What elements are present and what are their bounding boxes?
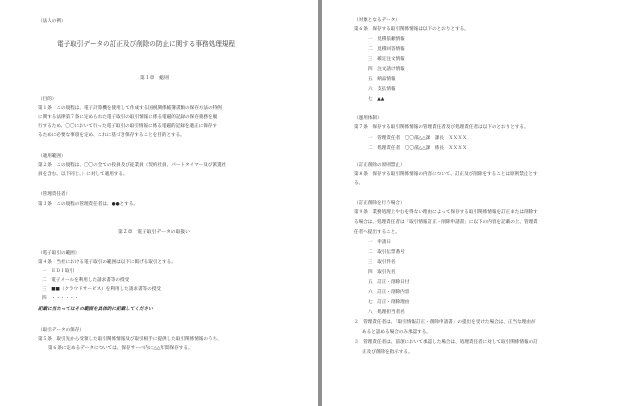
body-line: 第７条 保存する取引関係情報の管理責任者及び処理責任者は以下のとおりとする。 (354, 125, 529, 130)
list-item: 三 確定注文情報 (368, 57, 405, 62)
body-line: 行するため、〇〇において行った電子取引の取引情報に係る電磁的記録を適正に保存す (38, 124, 217, 129)
list-item: 七 ▲▲ (368, 97, 385, 102)
body-line: る場合は、処理責任者は「取引情報訂正・削除申請書」に以下の内容を記載の上、管理責 (354, 220, 538, 225)
section-heading: （取引データの保存） (38, 328, 84, 333)
list-item: 一 管理責任者 〇〇部△△課 課長 ＸＸＸＸ (368, 136, 467, 141)
body-line: 第８条 保存する取引関係情報の内容について、訂正及び削除をすることは原則禁止とす (354, 172, 538, 177)
list-item: 四 取引先名 (368, 270, 396, 275)
body-line: 第３条 この規程の管理責任者は、●●とする。 (38, 202, 138, 207)
list-item: 四 ・・・・・・ (42, 296, 79, 301)
list-item: 四 注文請け情報 (368, 67, 405, 72)
list-item: 八 処理担当者名 (368, 310, 405, 315)
list-item: 二 電子メールを利用した請求書等の授受 (42, 278, 130, 283)
body-line: 第６条に定めるデータについては、保存サーバ内に△△年間保存する。 (48, 346, 193, 351)
section-heading: （電子取引の範囲） (38, 251, 80, 256)
section-heading: （目的） (38, 97, 57, 102)
list-item: 二 見積回答情報 (368, 47, 405, 52)
list-item: 五 訂正・削除日付 (368, 280, 410, 285)
list-item: 一 ＥＤＩ取引 (42, 269, 75, 274)
list-item: 七 訂正・削除理由 (368, 300, 410, 305)
body-line: 第６条 保存する取引関係情報は以下のとおりとする。 (354, 27, 469, 32)
body-line: ２ 管理責任者は、「取引情報訂正・削除申請書」の提出を受けた場合は、正当な理由が (354, 320, 536, 325)
chapter-heading: 第２章 電子取引データの取扱い (118, 230, 190, 235)
instruction-note: 記載に当たってはその範囲を具体的に記載してください (38, 307, 153, 312)
body-line: 第５条 取引先から受領した取引関係情報及び取引相手に提供した取引関係情報のうち、 (38, 337, 222, 342)
body-line: ３ 管理責任者は、前項において承認した場合は、処理責任者に対して取引関係情報の訂 (354, 340, 538, 345)
document-page-right (322, 0, 640, 406)
section-heading: （運用体制） (354, 116, 382, 121)
chapter-heading: 第１章 総則 (140, 76, 169, 81)
body-line: 第２条 この規程は、〇〇の全ての役員及び従業員（契約社員、パートタイマー及び派遣社 (38, 163, 227, 168)
body-line: 員を含む。以下同じ。）に対して適用する。 (38, 172, 128, 177)
list-item: 二 処理責任者 〇〇部△△課 係長 ＸＸＸＸ (368, 146, 467, 151)
section-heading: （訂正削除を行う場合） (354, 201, 405, 206)
section-heading: （管理責任者） (38, 192, 71, 197)
list-item: 一 申請日 (368, 240, 391, 245)
body-line: る。 (354, 181, 364, 186)
body-line: 第９条 業務処理上やむを得ない理由によって保存する取引関係情報を訂正または削除す (354, 210, 538, 215)
body-line: あると認める場合のみ承認する。 (362, 330, 431, 335)
list-item: 二 取引伝票番号 (368, 250, 405, 255)
section-heading: （対象となるデータ） (354, 18, 400, 23)
list-item: 六 支払情報 (368, 87, 396, 92)
body-line: 任者へ提出すること。 (354, 230, 400, 235)
section-heading: （訂正削除の原則禁止） (354, 163, 405, 168)
list-item: 三 取引件名 (368, 260, 396, 265)
list-item: 三 ■■（クラウドサービス）を利用した請求書等の授受 (42, 287, 161, 292)
list-item: 一 見積依頼情報 (368, 37, 405, 42)
example-tag: （法人の例） (38, 19, 66, 24)
body-line: 正及び削除を指示する。 (362, 350, 413, 355)
body-line: 第１条 この規程は、電子計算機を使用して作成する国税関係帳簿書類の保存方法の特例 (38, 106, 222, 111)
section-heading: （適用範囲） (38, 154, 66, 159)
body-line: に関する法律第７条に定められた電子取引の取引情報に係る電磁的記録の保存義務を履 (38, 115, 218, 120)
body-line: るために必要な事項を定め、これに基づき保存することを目的とする。 (38, 133, 185, 138)
document-page-left (0, 0, 318, 406)
document-title: 電子取引データの訂正及び削除の防止に関する事務処理規程 (57, 40, 236, 48)
list-item: 五 納品情報 (368, 77, 396, 82)
body-line: 第４条 当社における電子取引の範囲は以下に掲げる取引とする。 (38, 260, 176, 265)
list-item: 六 訂正・削除内容 (368, 290, 410, 295)
